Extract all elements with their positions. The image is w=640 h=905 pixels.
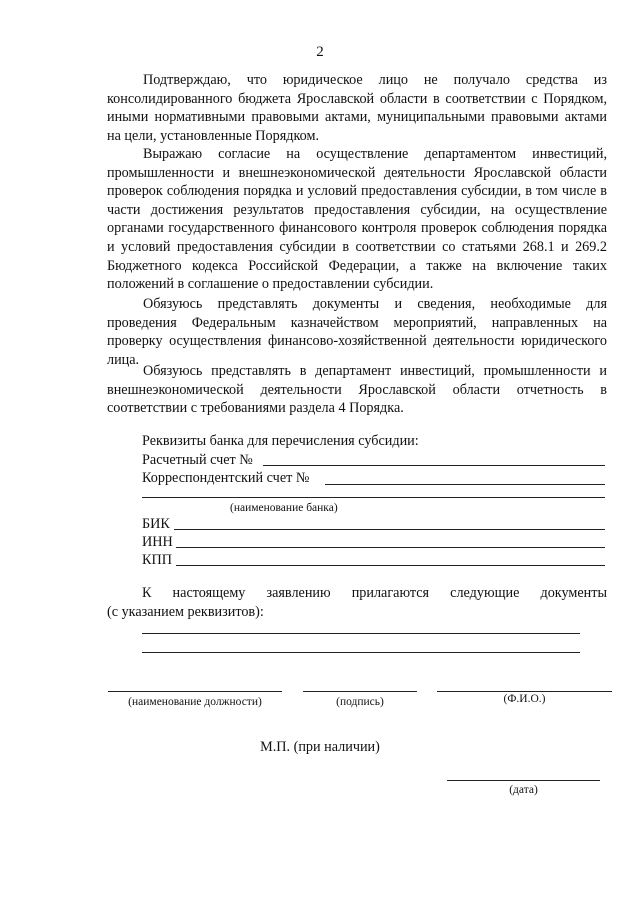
bank-name-field[interactable]: [142, 497, 605, 498]
attachments-line2: (с указанием реквизитов):: [107, 604, 264, 620]
bank-name-caption: (наименование банка): [230, 502, 338, 514]
position-caption: (наименование должности): [128, 696, 262, 708]
signature-field[interactable]: [303, 691, 417, 692]
inn-field[interactable]: [176, 547, 605, 548]
stamp-label: М.П. (при наличии): [260, 739, 380, 755]
bik-field[interactable]: [174, 529, 605, 530]
kpp-label: КПП: [142, 552, 172, 568]
account-label: Расчетный счет №: [142, 452, 253, 468]
bank-heading: Реквизиты банка для перечисления субсидии:: [142, 433, 419, 449]
inn-label: ИНН: [142, 534, 173, 550]
attachment-field-1[interactable]: [142, 633, 580, 634]
page-number: 2: [316, 44, 324, 60]
date-field[interactable]: [447, 780, 600, 781]
signature-caption: (подпись): [336, 696, 384, 708]
paragraph-consent: Выражаю согласие на осуществление департаментом инвестиций, промышленности и внешнеэкономической деятельности Ярославской области проверок соблюдения порядка и условий предоставления субсидии, в том числе в части достижения результатов предоставления субсидии, на осуществление органами государственного финансового контроля проверок соблюдения порядка и условий предоставления субсидии в соответствии со статьями 268.1 и 269.2 Бюджетного кодекса Российской Федерации, а также на включение таких положений в соглашение о предоставлении субсидии.: [107, 146, 607, 293]
full-name-field[interactable]: [437, 691, 612, 692]
paragraph-treasury: Обязуюсь представлять документы и сведения, необходимые для проведения Федеральным казначейством мероприятий, направленных на проверку осуществления финансово-хозяйственной деятельности юридического лица.: [107, 296, 607, 368]
attachment-field-2[interactable]: [142, 652, 580, 653]
kpp-field[interactable]: [176, 565, 605, 566]
paragraph-no-funds: Подтверждаю, что юридическое лицо не получало средства из консолидированного бюджета Ярославской области в соответствии с Порядком, иными нормативными правовыми актами, муниципальными правовыми актами на цели, установленные Порядком.: [107, 72, 607, 144]
date-caption: (дата): [509, 784, 538, 796]
corr-account-label: Корреспондентский счет №: [142, 470, 310, 486]
account-field[interactable]: [263, 465, 605, 466]
paragraph-reporting: Обязуюсь представлять в департамент инвестиций, промышленности и внешнеэкономической деятельности Ярославской области отчетность в соответствии с требованиями раздела 4 Порядка.: [107, 363, 607, 417]
position-field[interactable]: [108, 691, 282, 692]
attachments-line1: К настоящему заявлению прилагаются следующие документы: [142, 585, 607, 601]
bik-label: БИК: [142, 516, 170, 532]
full-name-caption: (Ф.И.О.): [503, 693, 546, 705]
corr-account-field[interactable]: [325, 484, 605, 485]
